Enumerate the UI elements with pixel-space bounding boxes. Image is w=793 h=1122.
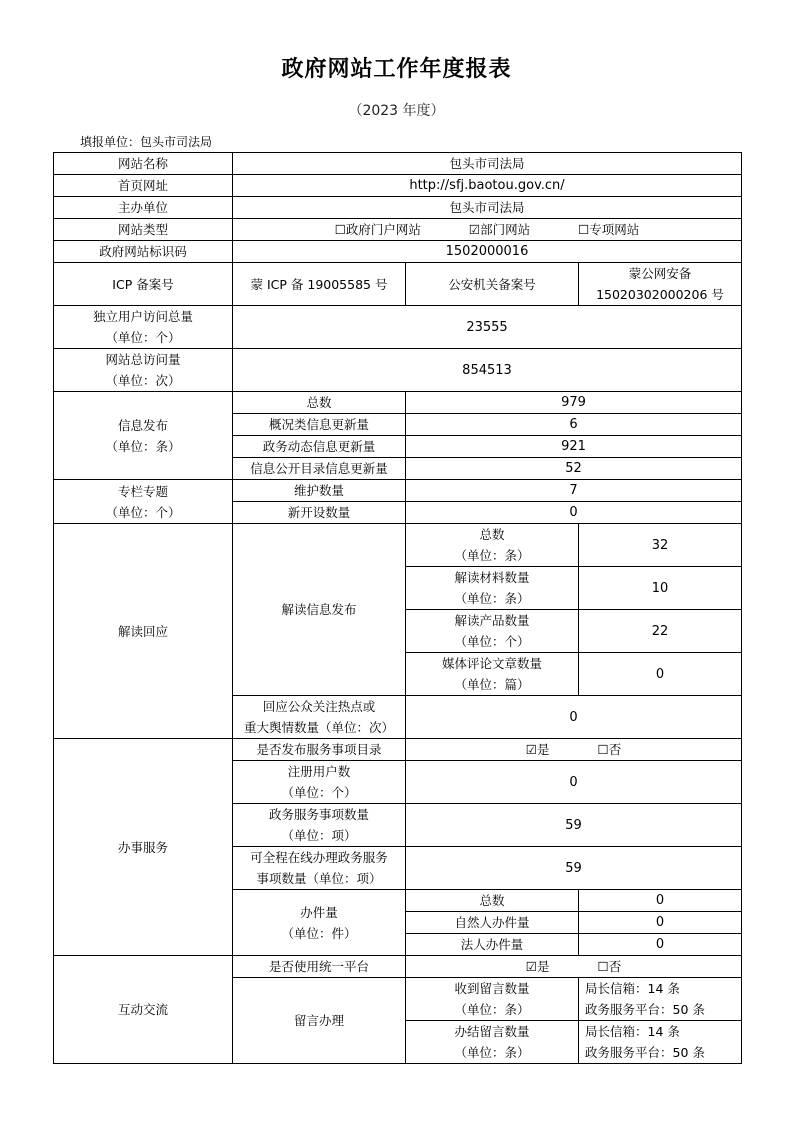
interaction-platform-options xyxy=(406,956,742,978)
interpret-total-value: 32 xyxy=(579,524,742,567)
site-type-portal-checkbox: ☐政府门户网站 xyxy=(334,222,421,237)
service-cases-legal-value: 0 xyxy=(579,934,742,956)
row-service-catalog xyxy=(54,739,742,761)
interpret-label: 解读回应 xyxy=(54,524,233,739)
service-items-label xyxy=(233,804,406,847)
info-overview-value: 6 xyxy=(406,414,742,436)
site-type-label: 网站类型 xyxy=(54,219,233,241)
interpret-material-label-line1: 解读材料数量 xyxy=(454,570,530,585)
site-type-special-checkbox: ☐专项网站 xyxy=(578,222,640,237)
service-online-label xyxy=(233,847,406,890)
interpret-respond-label xyxy=(233,696,406,739)
home-url-label: 首页网址 xyxy=(54,175,233,197)
site-type-options xyxy=(233,219,742,241)
columns-maintain-label: 维护数量 xyxy=(233,480,406,502)
interaction-platform-no-checkbox: ☐否 xyxy=(597,959,622,974)
home-url-value: http://sfj.baotou.gov.cn/ xyxy=(233,175,742,197)
sponsor-value: 包头市司法局 xyxy=(233,197,742,219)
service-online-label-line1: 可全程在线办理政务服务 xyxy=(250,850,388,865)
columns-maintain-value: 7 xyxy=(406,480,742,502)
interpret-total-label xyxy=(406,524,579,567)
info-overview-label: 概况类信息更新量 xyxy=(233,414,406,436)
pv-label xyxy=(54,349,233,392)
report-year: （2023 年度） xyxy=(348,103,445,119)
interaction-done-value xyxy=(579,1021,742,1064)
interaction-received-value xyxy=(579,978,742,1021)
service-cases-legal-label: 法人办件量 xyxy=(406,934,579,956)
row-site-type xyxy=(54,219,742,241)
sponsor-label: 主办单位 xyxy=(54,197,233,219)
interaction-message-label: 留言办理 xyxy=(233,978,406,1064)
interaction-received-label-line1: 收到留言数量 xyxy=(454,981,530,996)
service-items-label-line1: 政务服务事项数量 xyxy=(268,807,369,822)
uv-label xyxy=(54,306,233,349)
interpret-media-value: 0 xyxy=(579,653,742,696)
site-type-department-checkbox: ☑部门网站 xyxy=(468,222,531,237)
row-icp xyxy=(54,263,742,306)
uv-value: 23555 xyxy=(233,306,742,349)
row-site-code xyxy=(54,241,742,263)
interaction-received-label-line2: （单位：条） xyxy=(454,1002,530,1017)
interpret-respond-label-line1: 回应公众关注热点或 xyxy=(262,699,376,714)
interaction-received-platform: 政务服务平台：50 条 xyxy=(585,1002,705,1017)
pv-label-line1: 网站总访问量 xyxy=(105,352,181,367)
interpret-total-label-line1: 总数 xyxy=(479,527,505,542)
report-title: 政府网站工作年度报表 xyxy=(281,57,512,82)
interaction-platform-yes-checkbox: ☑是 xyxy=(525,959,550,974)
interpret-respond-value: 0 xyxy=(406,696,742,739)
row-sponsor xyxy=(54,197,742,219)
police-label: 公安机关备案号 xyxy=(406,263,579,306)
info-publish-label-line2: （单位：条） xyxy=(105,438,181,454)
interaction-received-mailbox: 局长信箱：14 条 xyxy=(585,981,680,996)
info-news-value: 921 xyxy=(406,436,742,458)
row-home-url xyxy=(54,175,742,197)
site-name-label: 网站名称 xyxy=(54,153,233,175)
pv-label-line2: （单位：次） xyxy=(105,373,181,388)
interpret-material-label xyxy=(406,567,579,610)
site-code-label: 政府网站标识码 xyxy=(54,241,233,263)
filler-unit: 填报单位：包头市司法局 xyxy=(80,135,213,149)
columns-label xyxy=(54,480,233,524)
report-table xyxy=(53,152,742,1064)
interpret-publish-label: 解读信息发布 xyxy=(233,524,406,696)
interaction-done-label-line2: （单位：条） xyxy=(454,1045,530,1060)
row-interpret-total xyxy=(54,524,742,567)
service-catalog-yes-checkbox: ☑是 xyxy=(525,742,550,757)
columns-label-line1: 专栏专题 xyxy=(117,483,168,499)
columns-label-line2: （单位：个） xyxy=(105,504,181,520)
interaction-received-label xyxy=(406,978,579,1021)
row-columns-maintain xyxy=(54,480,742,502)
interpret-material-value: 10 xyxy=(579,567,742,610)
uv-label-line1: 独立用户访问总量 xyxy=(92,309,193,324)
service-online-label-line2: 事项数量（单位：项） xyxy=(256,871,382,886)
interpret-respond-label-line2: 重大舆情数量（单位：次） xyxy=(243,720,394,735)
interpret-media-label xyxy=(406,653,579,696)
row-page-views xyxy=(54,349,742,392)
service-items-value: 59 xyxy=(406,804,742,847)
icp-label: ICP 备案号 xyxy=(54,263,233,306)
info-publish-label-line1: 信息发布 xyxy=(117,417,168,433)
interaction-done-platform: 政务服务平台：50 条 xyxy=(585,1045,705,1060)
service-users-label xyxy=(233,761,406,804)
info-catalog-value: 52 xyxy=(406,458,742,480)
interaction-done-label xyxy=(406,1021,579,1064)
service-cases-person-label: 自然人办件量 xyxy=(406,912,579,934)
interpret-media-label-line2: （单位：篇） xyxy=(454,677,530,692)
interpret-material-label-line2: （单位：条） xyxy=(454,591,530,606)
site-name-value: 包头市司法局 xyxy=(233,153,742,175)
interpret-product-value: 22 xyxy=(579,610,742,653)
service-cases-total-value: 0 xyxy=(579,890,742,912)
service-catalog-options xyxy=(406,739,742,761)
icp-value: 蒙 ICP 备 19005585 号 xyxy=(233,263,406,306)
service-users-value: 0 xyxy=(406,761,742,804)
service-label: 办事服务 xyxy=(54,739,233,956)
service-cases-label xyxy=(233,890,406,956)
info-total-value: 979 xyxy=(406,392,742,414)
columns-new-value: 0 xyxy=(406,502,742,524)
interpret-product-label-line1: 解读产品数量 xyxy=(454,613,530,628)
interpret-media-label-line1: 媒体评论文章数量 xyxy=(441,656,542,671)
interpret-product-label-line2: （单位：个） xyxy=(454,634,530,649)
police-value xyxy=(579,263,742,306)
service-users-label-line2: （单位：个） xyxy=(281,785,357,800)
row-site-name xyxy=(54,153,742,175)
service-cases-label-line1: 办件量 xyxy=(300,904,338,920)
uv-label-line2: （单位：个） xyxy=(105,330,181,345)
service-cases-total-label: 总数 xyxy=(406,890,579,912)
service-users-label-line1: 注册用户数 xyxy=(287,764,351,779)
service-catalog-label: 是否发布服务事项目录 xyxy=(233,739,406,761)
interaction-label: 互动交流 xyxy=(54,956,233,1064)
interaction-platform-label: 是否使用统一平台 xyxy=(233,956,406,978)
info-catalog-label: 信息公开目录信息更新量 xyxy=(233,458,406,480)
interpret-total-label-line2: （单位：条） xyxy=(454,548,530,563)
row-info-total xyxy=(54,392,742,414)
service-catalog-no-checkbox: ☐否 xyxy=(597,742,622,757)
police-value-line2: 15020302000206 号 xyxy=(596,287,724,302)
interaction-done-label-line1: 办结留言数量 xyxy=(454,1024,530,1039)
police-value-line1: 蒙公网安备 xyxy=(628,266,692,281)
info-total-label: 总数 xyxy=(233,392,406,414)
info-publish-label xyxy=(54,392,233,480)
service-items-label-line2: （单位：项） xyxy=(281,828,357,843)
service-cases-label-line2: （单位：件） xyxy=(281,925,357,941)
row-interaction-platform xyxy=(54,956,742,978)
interaction-done-mailbox: 局长信箱：14 条 xyxy=(585,1024,680,1039)
site-code-value: 1502000016 xyxy=(233,241,742,263)
interpret-product-label xyxy=(406,610,579,653)
pv-value: 854513 xyxy=(233,349,742,392)
service-online-value: 59 xyxy=(406,847,742,890)
row-unique-visitors xyxy=(54,306,742,349)
service-cases-person-value: 0 xyxy=(579,912,742,934)
columns-new-label: 新开设数量 xyxy=(233,502,406,524)
info-news-label: 政务动态信息更新量 xyxy=(233,436,406,458)
